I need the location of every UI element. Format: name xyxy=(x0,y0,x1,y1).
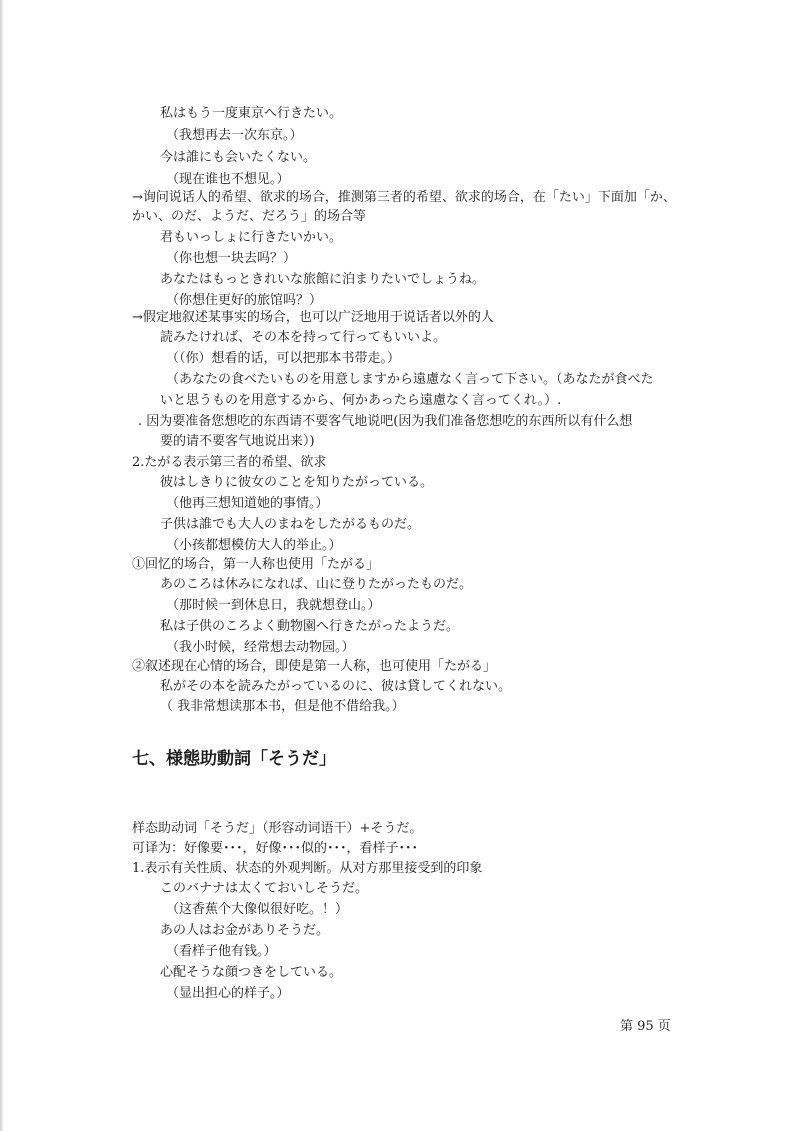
souda-text-line: このバナナは太くておいしそうだ。 xyxy=(160,881,369,896)
text-line: ①回忆的场合，第一人称也使用「たがる」 xyxy=(132,557,380,572)
text-line: （ 我非常想读那本书，但是他不借给我。） xyxy=(160,699,405,714)
text-line: かい、のだ、ようだ、だろう」的场合等 xyxy=(132,209,367,224)
text-line: →假定地叙述某事实的场合，也可以广泛地用于说话者以外的人 xyxy=(132,310,494,325)
text-line: （那时候一到休息日，我就想登山。） xyxy=(166,598,381,613)
text-line: 読みたければ、その本を持って行ってもいいよ。 xyxy=(160,330,447,345)
souda-text-line: （看样子他有钱。） xyxy=(166,944,277,959)
text-line: 私はもう一度東京へ行きたい。 xyxy=(160,106,343,121)
souda-text-line: 可译为：好像要･･･，好像･･･似的･･･，看样子･･･ xyxy=(132,841,419,856)
souda-text-line: 样态助动词「そうだ」（形容动词语干）+そうだ。 xyxy=(132,821,423,836)
text-line: いと思うものを用意するから、何かあったら遠慮なく言ってくれ。）. xyxy=(160,393,562,408)
text-line: （小孩都想模仿大人的举止。） xyxy=(166,538,342,553)
text-line: あなたはもっときれいな旅館に泊まりたいでしょうね。 xyxy=(160,272,486,287)
text-line: （あなたの食べたいものを用意しますから遠慮なく言って下さい。（あなたが食べた xyxy=(166,372,654,387)
text-line: 要的请不要客气地说出来）) xyxy=(160,434,315,449)
text-line: （我想再去一次东京。） xyxy=(166,128,303,143)
text-line: 子供は誰でも大人のまねをしたがるものだ。 xyxy=(160,517,421,532)
text-line: あのころは休みになれば、山に登りたがったものだ。 xyxy=(160,577,473,592)
text-line: （现在谁也不想见。） xyxy=(166,172,290,187)
text-line: ②叙述现在心情的场合，即使是第一人称，也可使用「たがる」 xyxy=(132,659,497,674)
text-line: →询问说话人的希望、欲求的场合，推测第三者的希望、欲求的场合，在「たい」下面加「か、 xyxy=(132,190,676,205)
souda-text-line: 1.表示有关性质、状态的外观判断。从对方那里接受到的印象 xyxy=(132,861,483,876)
text-line: （你也想一块去吗？） xyxy=(166,251,297,266)
souda-text-line: （这香蕉个大像似很好吃。！） xyxy=(166,902,349,917)
page-number: 第 95 页 xyxy=(620,1019,671,1034)
text-line: （他再三想知道她的事情。） xyxy=(166,496,329,511)
text-line: （（你）想看的话，可以把那本书带走。） xyxy=(166,351,401,366)
text-line: 今は誰にも会いたくない。 xyxy=(160,150,317,165)
souda-text-line: あの人はお金がありそうだ。 xyxy=(160,923,330,938)
text-line: 彼はしきりに彼女のことを知りたがっている。 xyxy=(160,475,434,490)
text-line: （我小时候，经常想去动物园。） xyxy=(166,640,355,655)
souda-text-line: 心配そうな顔つきをしている。 xyxy=(160,965,343,980)
section-heading: 七、様態助動詞「そうだ」 xyxy=(132,749,336,769)
text-line: 2.たがる表示第三者的希望、欲求 xyxy=(132,455,327,470)
text-line: . 因为要准备您想吃的东西请不要客气地说吧(因为我们准备您想吃的东西所以有什么想 xyxy=(138,414,633,429)
text-line: 私がその本を読みたがっているのに、彼は貸してくれない。 xyxy=(160,679,512,694)
souda-text-line: （显出担心的样子。） xyxy=(166,986,290,1001)
text-line: 私は子供のころよく動物園へ行きたがったようだ。 xyxy=(160,619,460,634)
text-line: （你想住更好的旅馆吗？） xyxy=(166,293,323,308)
text-line: 君もいっしょに行きたいかい。 xyxy=(160,230,343,245)
page-edge-shadow xyxy=(0,0,4,1131)
